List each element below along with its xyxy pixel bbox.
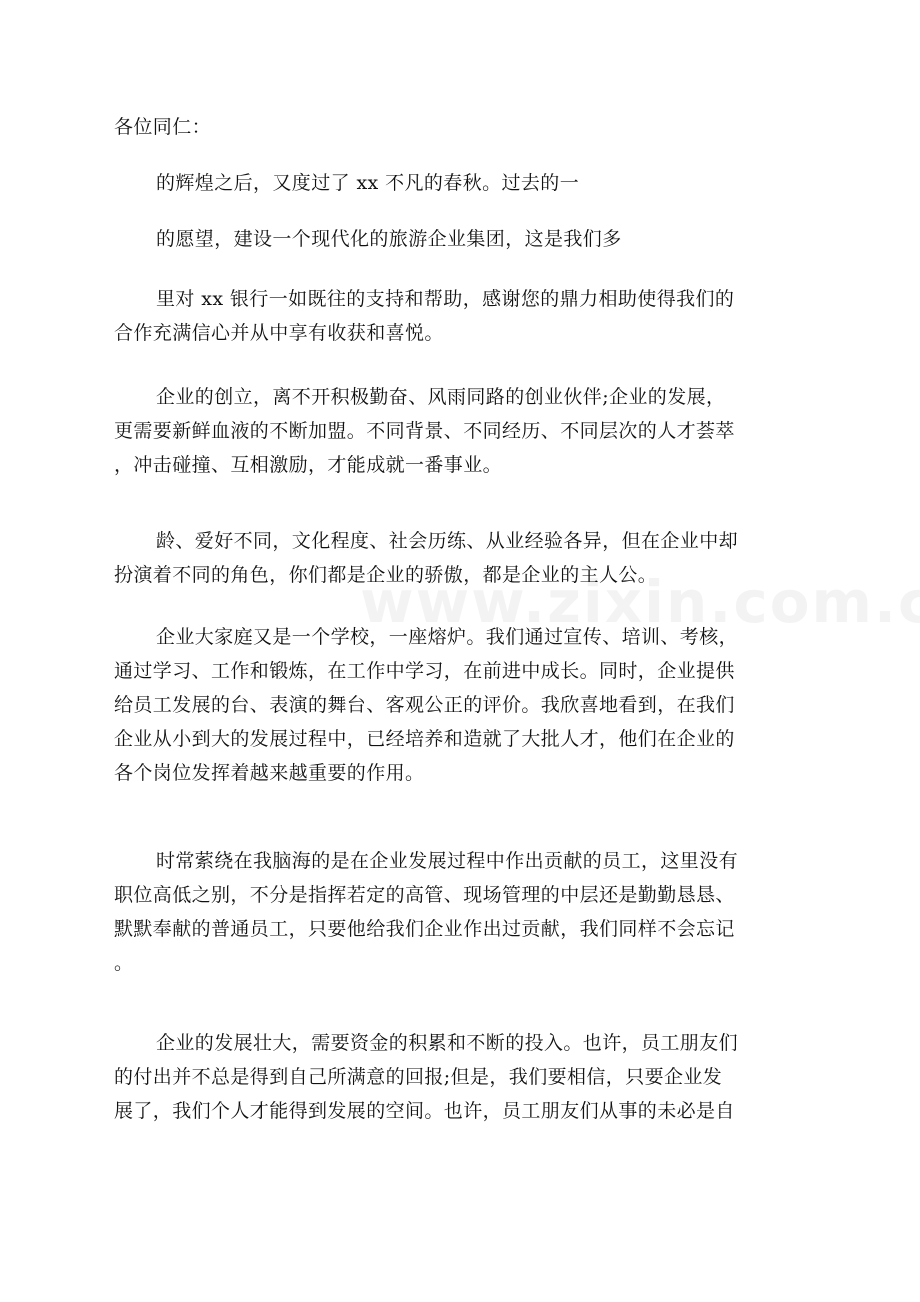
paragraph-line: 默默奉献的普通员工，只要他给我们企业作出过贡献，我们同样不会忘记 <box>114 918 735 940</box>
paragraph-1 <box>114 166 579 200</box>
paragraph-line: 各个岗位发挥着越来越重要的作用。 <box>114 762 425 784</box>
paragraph-line: 龄、爱好不同，文化程度、社会历练、从业经验各异，但在企业中却 <box>156 530 739 552</box>
paragraph-line: 里对 xx 银行一如既往的支持和帮助，感谢您的鼎力相助使得我们的 <box>156 288 735 310</box>
paragraph-line: ，冲击碰撞、互相激励，才能成就一番事业。 <box>114 454 503 476</box>
paragraph-line: 企业的创立，离不开积极勤奋、风雨同路的创业伙伴;企业的发展， <box>156 386 726 408</box>
paragraph-line: 合作充满信心并从中享有收获和喜悦。 <box>114 322 444 344</box>
paragraph-line: 通过学习、工作和锻炼，在工作中学习，在前进中成长。同时，企业提供 <box>114 660 735 682</box>
paragraph-5 <box>114 524 738 592</box>
paragraph-line: 的付出并不总是得到自己所满意的回报;但是，我们要相信，只要企业发 <box>114 1066 723 1088</box>
greeting: 各位同仁： <box>114 116 212 138</box>
paragraph-line: 更需要新鲜血液的不断加盟。不同背景、不同经历、不同层次的人才荟萃 <box>114 420 735 442</box>
paragraph-6 <box>114 620 738 790</box>
paragraph-line: 企业大家庭又是一个学校，一座熔炉。我们通过宣传、培训、考核， <box>156 626 739 648</box>
paragraph-7 <box>114 844 738 980</box>
paragraph-line: 的愿望，建设一个现代化的旅游企业集团，这是我们多 <box>156 228 622 250</box>
paragraph-line: 扮演着不同的角色，你们都是企业的骄傲，都是企业的主人公。 <box>114 564 658 586</box>
paragraph-line: 给员工发展的台、表演的舞台、客观公正的评价。我欣喜地看到，在我们 <box>114 694 735 716</box>
paragraph-line: 企业的发展壮大，需要资金的积累和不断的投入。也许，员工朋友们 <box>156 1032 739 1054</box>
paragraph-line: 的辉煌之后，又度过了 xx 不凡的春秋。过去的一 <box>156 172 580 194</box>
paragraph-3 <box>114 282 734 350</box>
paragraph-line: 。 <box>114 952 134 974</box>
paragraph-line: 时常萦绕在我脑海的是在企业发展过程中作出贡献的员工，这里没有 <box>156 850 739 872</box>
paragraph-2 <box>114 222 622 256</box>
paragraph-line: 展了，我们个人才能得到发展的空间。也许，员工朋友们从事的未必是自 <box>114 1100 735 1122</box>
paragraph-8 <box>114 1026 738 1128</box>
paragraph-4 <box>114 380 735 482</box>
paragraph-line: 职位高低之别，不分是指挥若定的高管、现场管理的中层还是勤勤恳恳、 <box>114 884 735 906</box>
paragraph-line: 企业从小到大的发展过程中，已经培养和造就了大批人才，他们在企业的 <box>114 728 735 750</box>
